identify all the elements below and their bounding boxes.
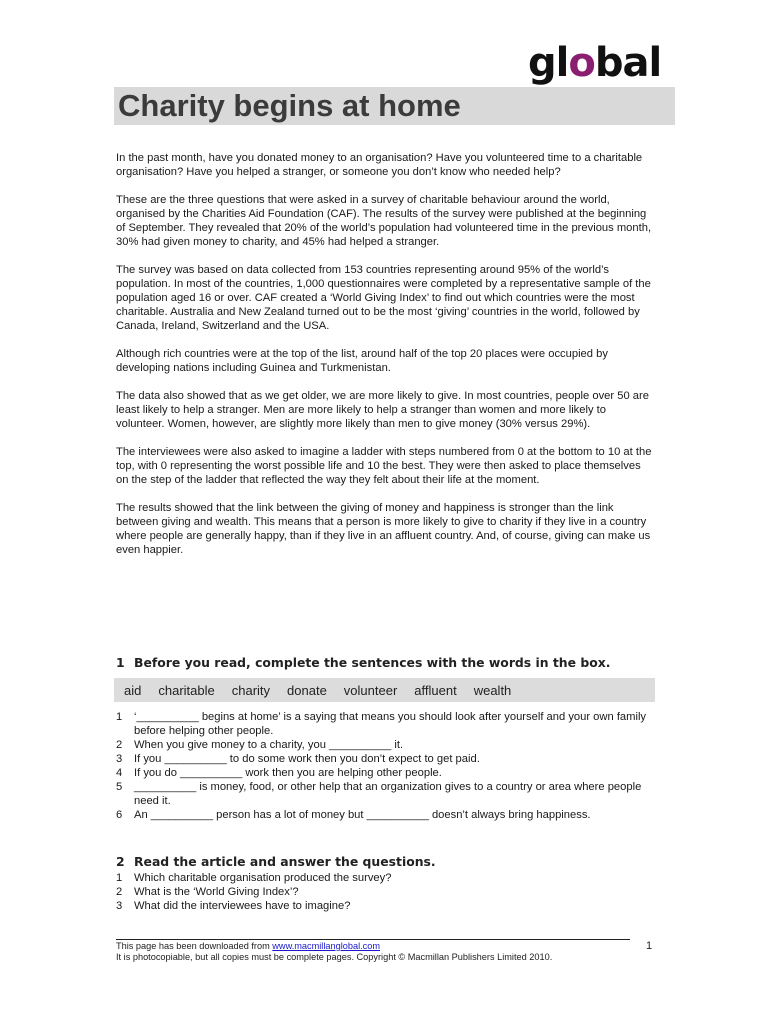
word-box-item: donate [287, 682, 327, 698]
exercise-1-list [116, 710, 656, 822]
page-number: 1 [646, 940, 653, 952]
list-item: 3 If you __________ to do some work then you don’t expect to get paid. [116, 753, 480, 765]
word-box-item: wealth [473, 682, 512, 698]
article-paragraph: The survey was based on data collected from 153 countries representing around 95% of the world’s population. In most of the countries, 1,000 questionnaires were completed by a representative sample of the population aged 16 or over. CAF created a ‘World Giving Index’ to find out which countries were the most charitable. Australia and New Zealand turned out to be the most ‘giving’ countries in the world, followed by Canada, Ireland, Switzerland and the USA. [116, 264, 651, 332]
global-logo: global [528, 40, 662, 86]
exercise-2-list [116, 871, 656, 913]
word-box-item: affluent [414, 682, 457, 698]
macmillan-link[interactable]: www.macmillanglobal.com [272, 941, 381, 951]
list-item: 6 An __________ person has a lot of money but __________ doesn’t always bring happiness. [116, 809, 591, 821]
article-paragraph: Although rich countries were at the top of the list, around half of the top 20 places were occupied by developing nations including Guinea and Turkmenistan. [116, 348, 608, 374]
footer [116, 941, 552, 963]
list-item: 1 Which charitable organisation produced the survey? [116, 872, 392, 884]
article-paragraph: The interviewees were also asked to imagine a ladder with steps numbered from 0 at the bottom to 10 at the top, with 0 representing the worst possible life and 10 the best. They were then asked to place themselves on the step of the ladder that reflected the way they felt about their life at the moment. [116, 446, 652, 486]
list-item: 2 What is the ‘World Giving Index’? [116, 886, 299, 898]
article-paragraph: In the past month, have you donated money to an organisation? Have you volunteered time to a charitable organisation? Have you helped a stranger, or someone you don’t know who needed help? [116, 152, 643, 178]
article-body [116, 151, 656, 571]
word-box-item: charitable [158, 682, 215, 698]
list-item: 2 When you give money to a charity, you __________ it. [116, 739, 404, 751]
list-item: 4 If you do __________ work then you are helping other people. [116, 767, 442, 779]
footer-copyright: It is photocopiable, but all copies must be complete pages. Copyright © Macmillan Publishers Limited 2010. [116, 952, 553, 962]
page-title: Charity begins at home [118, 88, 461, 123]
article-paragraph: The data also showed that as we get older, we are more likely to give. In most countries, people over 50 are least likely to help a stranger. Men are more likely to help a stranger than women and more likely to volunteer. Women, however, are slightly more likely than men to give money (30% versus 29%). [116, 390, 649, 430]
list-item: 1 ‘__________ begins at home’ is a saying that means you should look after yourself and your own family before helping other people. [116, 711, 647, 737]
word-box [114, 678, 655, 702]
list-item: 3 What did the interviewees have to imagine? [116, 900, 351, 912]
list-item: 5 __________ is money, food, or other help that an organization gives to a country or area where people need it. [116, 781, 642, 807]
word-box-item: volunteer [343, 682, 398, 698]
article-paragraph: The results showed that the link between the giving of money and happiness is stronger than the link between giving and wealth. This means that a person is more likely to give to charity if they live in a country where people are generally happy, than if they live in an affluent country. And, of course, giving can make us even happier. [116, 502, 651, 556]
article-paragraph: These are the three questions that were asked in a survey of charitable behaviour around the world, organised by the Charities Aid Foundation (CAF). The results of the survey were published at the beginning of September. They revealed that 20% of the world’s population had volunteered time in the previous month, 30% had given money to charity, and 45% had helped a stranger. [116, 194, 652, 248]
footer-line-1: This page has been downloaded from www.macmillanglobal.com [116, 941, 381, 951]
footer-divider [116, 939, 630, 940]
word-box-item: aid [124, 682, 142, 698]
word-box-item: charity [231, 682, 271, 698]
exercise-2-heading: 2 Read the article and answer the questions. [116, 854, 436, 869]
exercise-1-heading: 1 Before you read, complete the sentences with the words in the box. [116, 655, 611, 670]
